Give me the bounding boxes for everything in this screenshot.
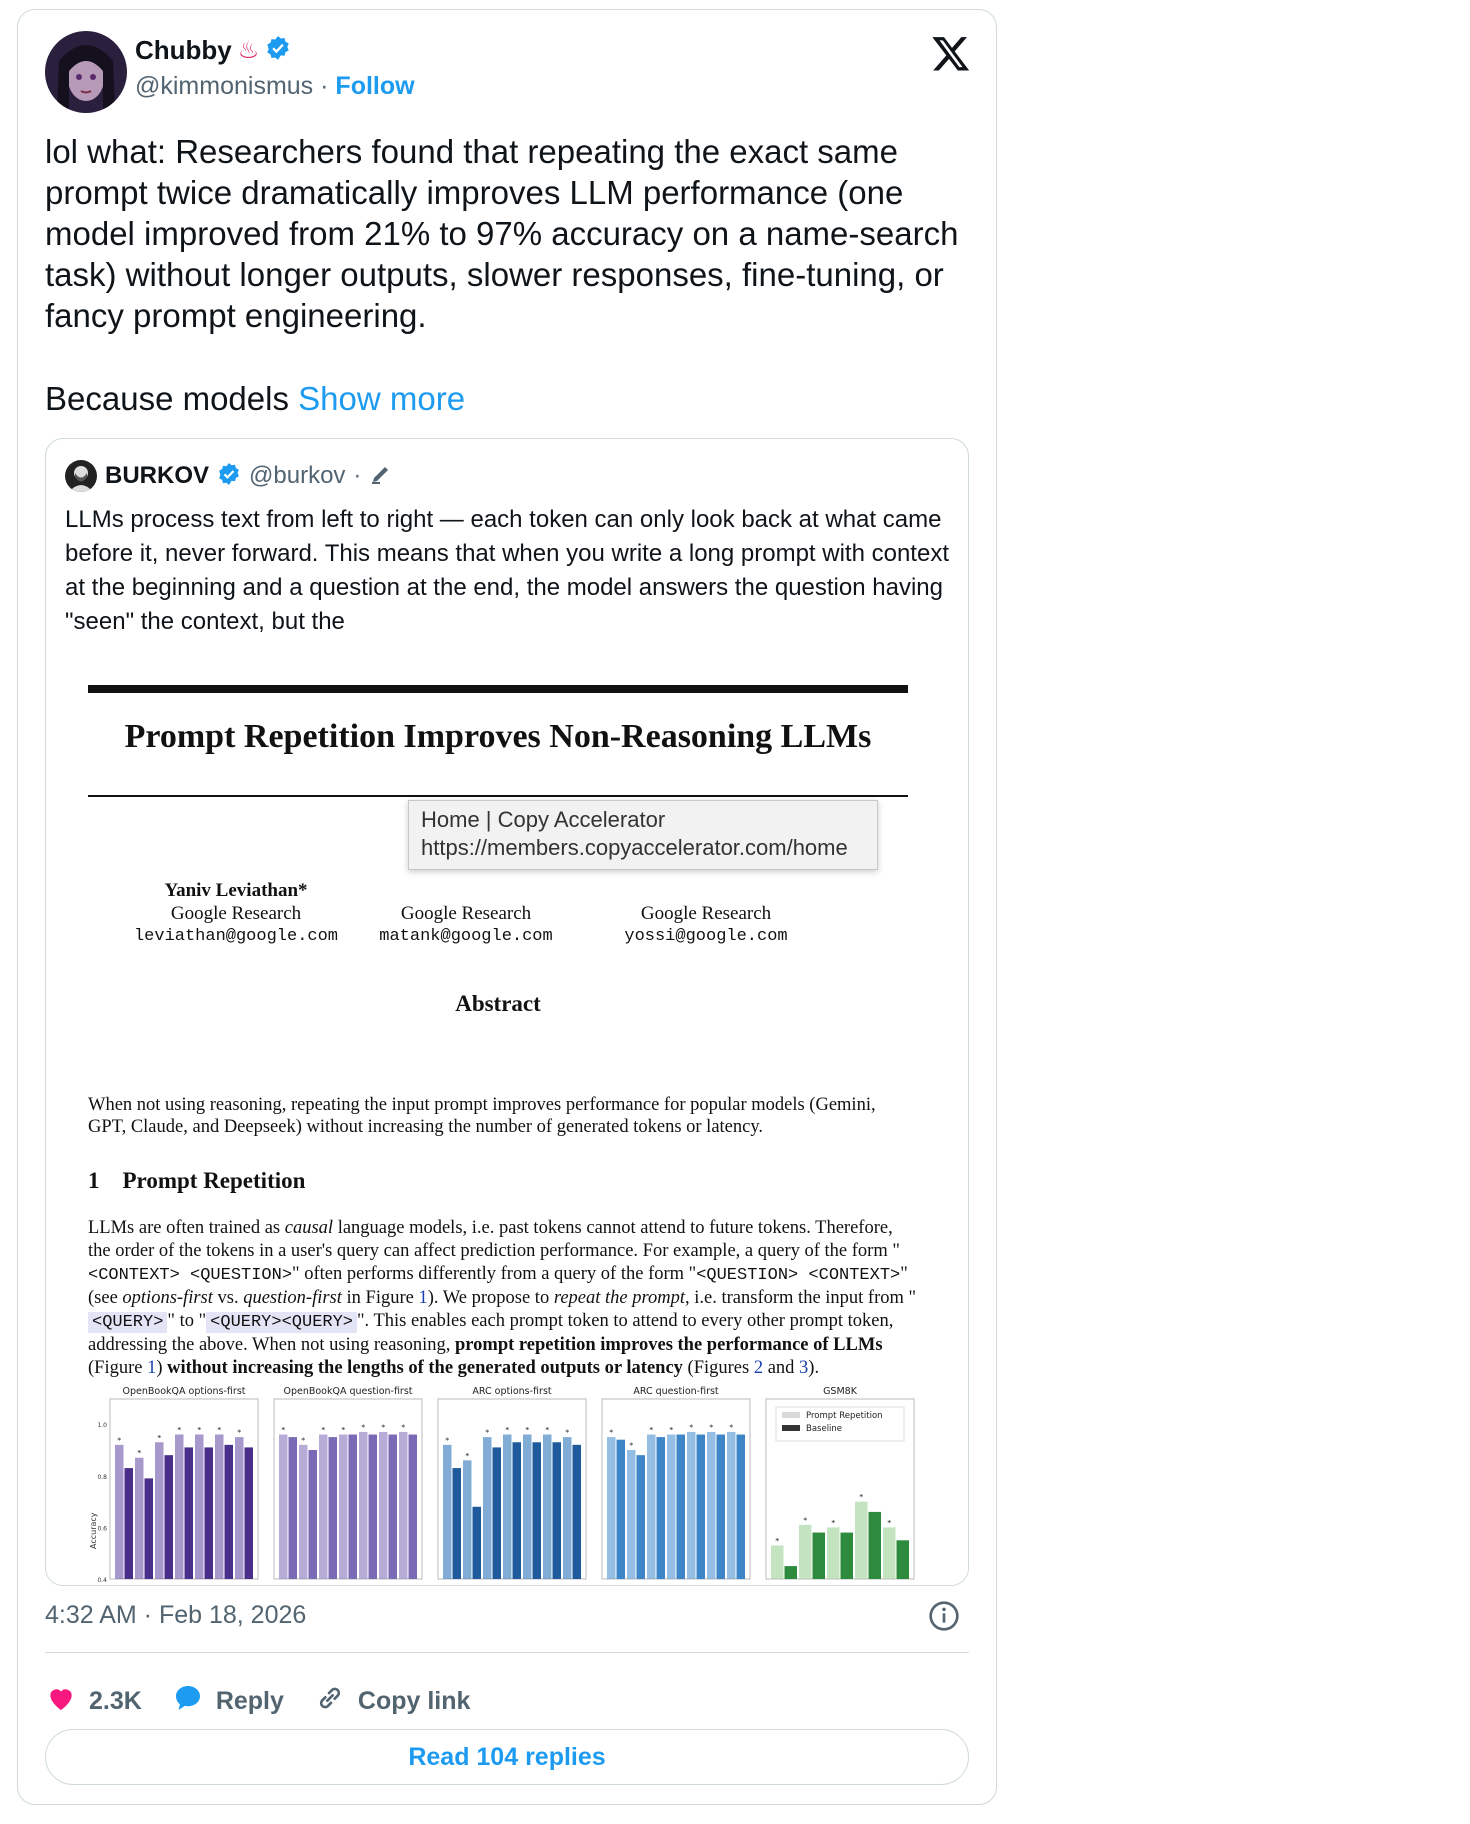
body-text: in Figure xyxy=(341,1288,419,1308)
bar xyxy=(115,1445,124,1579)
reply-label: Reply xyxy=(215,1687,284,1715)
tooltip-title: Home | Copy Accelerator xyxy=(421,807,666,832)
bar xyxy=(329,1437,338,1579)
body-text: " often performs differently from a query of the form " xyxy=(292,1264,697,1284)
significance-star: * xyxy=(381,1422,386,1432)
bar xyxy=(687,1432,696,1579)
chart-title: OpenBookQA question-first xyxy=(283,1386,413,1397)
bar xyxy=(553,1442,562,1579)
bar xyxy=(245,1447,254,1579)
body-text: ). xyxy=(808,1358,820,1378)
bar xyxy=(707,1432,716,1579)
bar xyxy=(453,1468,462,1579)
action-bar xyxy=(45,1682,470,1721)
significance-star: * xyxy=(803,1515,808,1525)
bar xyxy=(185,1447,194,1579)
abstract-text: When not using reasoning, repeating the input prompt improves performance for popular models (Gemini, GPT, Claude, and Deepseek) without increasing the number of generated tokens or latency. xyxy=(88,1095,876,1137)
significance-star: * xyxy=(525,1425,530,1435)
like-button[interactable] xyxy=(45,1682,142,1721)
significance-star: * xyxy=(485,1428,490,1438)
bar xyxy=(409,1435,418,1579)
author-name: Yaniv Leviathan* xyxy=(164,880,308,901)
significance-star: * xyxy=(505,1425,510,1435)
bar xyxy=(135,1458,144,1579)
body-text: language models, i.e. past tokens cannot attend to future tokens. Therefore, the order of the tokens in a user's query can affect prediction performance. For example, a query of the form " xyxy=(88,1218,900,1261)
legend-label: Baseline xyxy=(806,1424,843,1434)
quote-avatar xyxy=(65,460,97,492)
verified-badge-icon xyxy=(265,35,291,66)
significance-star: * xyxy=(197,1425,202,1435)
tweet-continuation: Because models xyxy=(45,380,289,417)
bar xyxy=(855,1502,868,1579)
body-text: " (see xyxy=(88,1264,908,1308)
chart-title: ARC options-first xyxy=(472,1386,552,1397)
separator: · xyxy=(320,72,329,100)
bar xyxy=(771,1545,784,1579)
significance-star: * xyxy=(831,1518,836,1528)
significance-star: * xyxy=(117,1435,122,1445)
body-text: ) xyxy=(156,1358,168,1378)
bar xyxy=(165,1455,174,1579)
author-name-row xyxy=(135,35,291,66)
author-avatar[interactable] xyxy=(45,31,127,113)
copy-link-button[interactable] xyxy=(314,1682,471,1721)
figure-charts xyxy=(88,1381,968,1586)
bar xyxy=(359,1432,368,1579)
significance-star: * xyxy=(649,1425,654,1435)
body-text: vs. xyxy=(212,1288,244,1308)
quote-author-name: BURKOV xyxy=(105,462,210,489)
legend-label: Prompt Repetition xyxy=(806,1411,883,1421)
significance-star: * xyxy=(321,1425,326,1435)
bar xyxy=(503,1435,512,1579)
tweet-continuation-row xyxy=(45,378,465,419)
bar xyxy=(869,1512,882,1579)
bar xyxy=(473,1507,482,1579)
figure-ref: 1 xyxy=(418,1288,428,1308)
quote-text: LLMs process text from left to right — each token can only look back at what came before it, never forward. This means that when you write a long prompt with context at the beginning and a question at the end, the model answers the question having "seen" the context, but the xyxy=(65,506,949,635)
bar xyxy=(349,1435,358,1579)
bar xyxy=(309,1450,318,1579)
author-affiliation: Google Research xyxy=(400,903,532,924)
figure-ref: 2 xyxy=(753,1358,764,1378)
bar xyxy=(573,1445,582,1579)
significance-star: * xyxy=(301,1435,306,1445)
bar xyxy=(155,1442,164,1579)
significance-star: * xyxy=(729,1422,734,1432)
bar xyxy=(125,1468,134,1579)
bar xyxy=(637,1455,646,1579)
bar xyxy=(841,1533,854,1579)
author-display-name[interactable]: Chubby xyxy=(135,35,232,65)
bar xyxy=(483,1437,492,1579)
significance-star: * xyxy=(137,1448,142,1458)
bar xyxy=(443,1445,452,1579)
speech-bubble-icon xyxy=(172,1682,204,1721)
quote-author-handle: @burkov xyxy=(249,462,346,489)
bar xyxy=(379,1432,388,1579)
bar xyxy=(647,1435,656,1579)
significance-star: * xyxy=(775,1536,780,1546)
bar xyxy=(279,1435,288,1579)
body-code: <CONTEXT> <QUESTION> xyxy=(88,1266,293,1285)
section-body xyxy=(88,1217,918,1380)
bar xyxy=(785,1566,798,1579)
abstract-heading: Abstract xyxy=(455,991,541,1016)
paper-author xyxy=(606,902,806,948)
author-affiliation: Google Research xyxy=(640,903,772,924)
significance-star: * xyxy=(689,1422,694,1432)
info-icon[interactable] xyxy=(928,1600,960,1632)
bar xyxy=(827,1527,840,1579)
divider xyxy=(45,1652,969,1653)
verified-badge-icon xyxy=(217,462,241,491)
paper-author xyxy=(366,902,566,948)
body-bold: without increasing the lengths of the generated outputs or latency xyxy=(167,1358,683,1378)
bar xyxy=(339,1435,348,1579)
bar xyxy=(697,1435,706,1579)
tweet-timestamp[interactable]: 4:32 AM · Feb 18, 2026 xyxy=(45,1601,307,1629)
bar xyxy=(235,1437,244,1579)
link-tooltip xyxy=(408,800,878,870)
bar xyxy=(195,1435,204,1579)
significance-star: * xyxy=(629,1441,634,1450)
read-replies-button[interactable]: Read 104 replies xyxy=(45,1729,969,1785)
significance-star: * xyxy=(237,1428,242,1438)
y-tick-label: 0.4 xyxy=(97,1577,107,1584)
bar xyxy=(215,1435,224,1579)
body-code: <QUESTION> <CONTEXT> xyxy=(696,1266,901,1285)
bar xyxy=(289,1437,298,1579)
bar xyxy=(175,1435,184,1579)
y-tick-label: 0.6 xyxy=(97,1525,107,1533)
bar xyxy=(737,1435,746,1579)
chart-title: GSM8K xyxy=(823,1386,857,1397)
significance-star: * xyxy=(609,1428,614,1438)
figure-ref: 1 xyxy=(147,1358,157,1378)
body-code: <QUERY><QUERY> xyxy=(206,1312,357,1333)
x-logo-icon[interactable] xyxy=(931,33,971,73)
body-italic: causal xyxy=(284,1218,334,1238)
significance-star: * xyxy=(709,1422,714,1432)
body-text: , i.e. transform the input from " xyxy=(685,1288,917,1308)
body-italic: question-first xyxy=(243,1288,342,1308)
title-rule-bottom xyxy=(88,795,908,797)
body-code: <QUERY> xyxy=(88,1312,167,1333)
tweet-text: lol what: Researchers found that repeating the exact same prompt twice dramatically improves LLM performance (one model improved from 21% to 97% accuracy on a name-search task) without longer outputs, slower responses, fine-tuning, or fancy prompt engineering. xyxy=(45,133,959,334)
body-italic: repeat the prompt xyxy=(553,1288,686,1308)
bar xyxy=(717,1435,726,1579)
bar xyxy=(627,1450,636,1579)
bar xyxy=(399,1432,408,1579)
body-bold: prompt repetition improves the performance of LLMs xyxy=(455,1335,883,1355)
like-count: 2.3K xyxy=(89,1687,142,1715)
significance-star: * xyxy=(217,1425,222,1435)
bar xyxy=(533,1442,542,1579)
bar xyxy=(225,1445,234,1579)
body-text: (Figure xyxy=(88,1358,148,1378)
body-italic: options-first xyxy=(122,1288,213,1308)
significance-star: * xyxy=(887,1518,892,1528)
show-more-link[interactable]: Show more xyxy=(298,380,466,417)
significance-star: * xyxy=(157,1433,162,1443)
bar xyxy=(463,1460,472,1579)
bar xyxy=(563,1437,572,1579)
bar xyxy=(205,1447,214,1579)
bar xyxy=(145,1478,154,1579)
significance-star: * xyxy=(859,1492,864,1502)
bar xyxy=(513,1442,522,1579)
bar xyxy=(813,1533,826,1579)
bar xyxy=(799,1525,812,1579)
significance-star: * xyxy=(401,1422,406,1432)
author-handle-row xyxy=(135,72,415,101)
body-text: ". This enables each prompt token to attend to every other prompt token, addressing the above. When not using reasoning, xyxy=(88,1311,894,1355)
y-axis-label: Accuracy xyxy=(89,1512,98,1549)
significance-star: * xyxy=(465,1451,470,1461)
section-title: Prompt Repetition xyxy=(122,1168,306,1193)
bar xyxy=(369,1435,378,1579)
edited-pencil-icon xyxy=(369,462,393,491)
bar xyxy=(319,1435,328,1579)
body-text: (Figures xyxy=(682,1358,754,1378)
significance-star: * xyxy=(545,1425,550,1435)
title-rule-top xyxy=(88,685,908,693)
significance-star: * xyxy=(565,1428,570,1438)
bar xyxy=(299,1445,308,1579)
bar xyxy=(727,1432,736,1579)
paper-title: Prompt Repetition Improves Non-Reasoning LLMs xyxy=(124,718,872,755)
heart-icon xyxy=(45,1682,77,1721)
tooltip-url: https://members.copyaccelerator.com/home xyxy=(421,835,848,860)
tweet-card xyxy=(17,9,997,1805)
bar xyxy=(617,1440,626,1579)
copy-link-label: Copy link xyxy=(357,1687,471,1715)
author-email: matank@google.com xyxy=(379,927,553,946)
legend-swatch xyxy=(782,1425,800,1431)
bar xyxy=(607,1437,616,1579)
y-tick-label: 0.8 xyxy=(97,1473,107,1481)
significance-star: * xyxy=(669,1425,674,1435)
significance-star: * xyxy=(281,1425,286,1435)
bar xyxy=(667,1435,676,1579)
author-email: leviathan@google.com xyxy=(133,927,339,946)
significance-star: * xyxy=(445,1435,450,1445)
body-text: and xyxy=(763,1358,800,1378)
author-affiliation: Google Research xyxy=(170,903,302,924)
bar xyxy=(897,1540,910,1579)
body-text: ). We propose to xyxy=(427,1288,554,1308)
separator: · xyxy=(353,462,362,489)
figure-ref: 3 xyxy=(799,1358,809,1378)
significance-star: * xyxy=(341,1425,346,1435)
chart-title: OpenBookQA options-first xyxy=(122,1386,246,1397)
follow-button[interactable]: Follow xyxy=(335,72,415,100)
author-handle[interactable]: @kimmonismus xyxy=(135,72,314,100)
paper-author xyxy=(116,879,356,948)
bar xyxy=(677,1435,686,1579)
author-email: yossi@google.com xyxy=(624,927,788,946)
reply-button[interactable] xyxy=(172,1682,284,1721)
bar xyxy=(883,1527,896,1579)
bar xyxy=(657,1437,666,1579)
chart-title: ARC question-first xyxy=(633,1386,719,1397)
quote-header xyxy=(65,460,393,492)
legend-swatch xyxy=(782,1412,800,1418)
quoted-tweet[interactable] xyxy=(45,438,969,1586)
significance-star: * xyxy=(361,1422,366,1432)
significance-star: * xyxy=(177,1425,182,1435)
bar xyxy=(543,1435,552,1579)
section-heading xyxy=(88,1168,305,1194)
hot-springs-emoji: ♨ xyxy=(237,36,260,64)
bar xyxy=(523,1435,532,1579)
body-text: " to " xyxy=(167,1311,207,1331)
link-icon xyxy=(314,1682,346,1721)
bar xyxy=(389,1435,398,1579)
section-number: 1 xyxy=(88,1168,100,1193)
body-text: LLMs are often trained as xyxy=(88,1218,285,1238)
bar xyxy=(493,1447,502,1579)
y-tick-label: 1.0 xyxy=(97,1422,107,1430)
